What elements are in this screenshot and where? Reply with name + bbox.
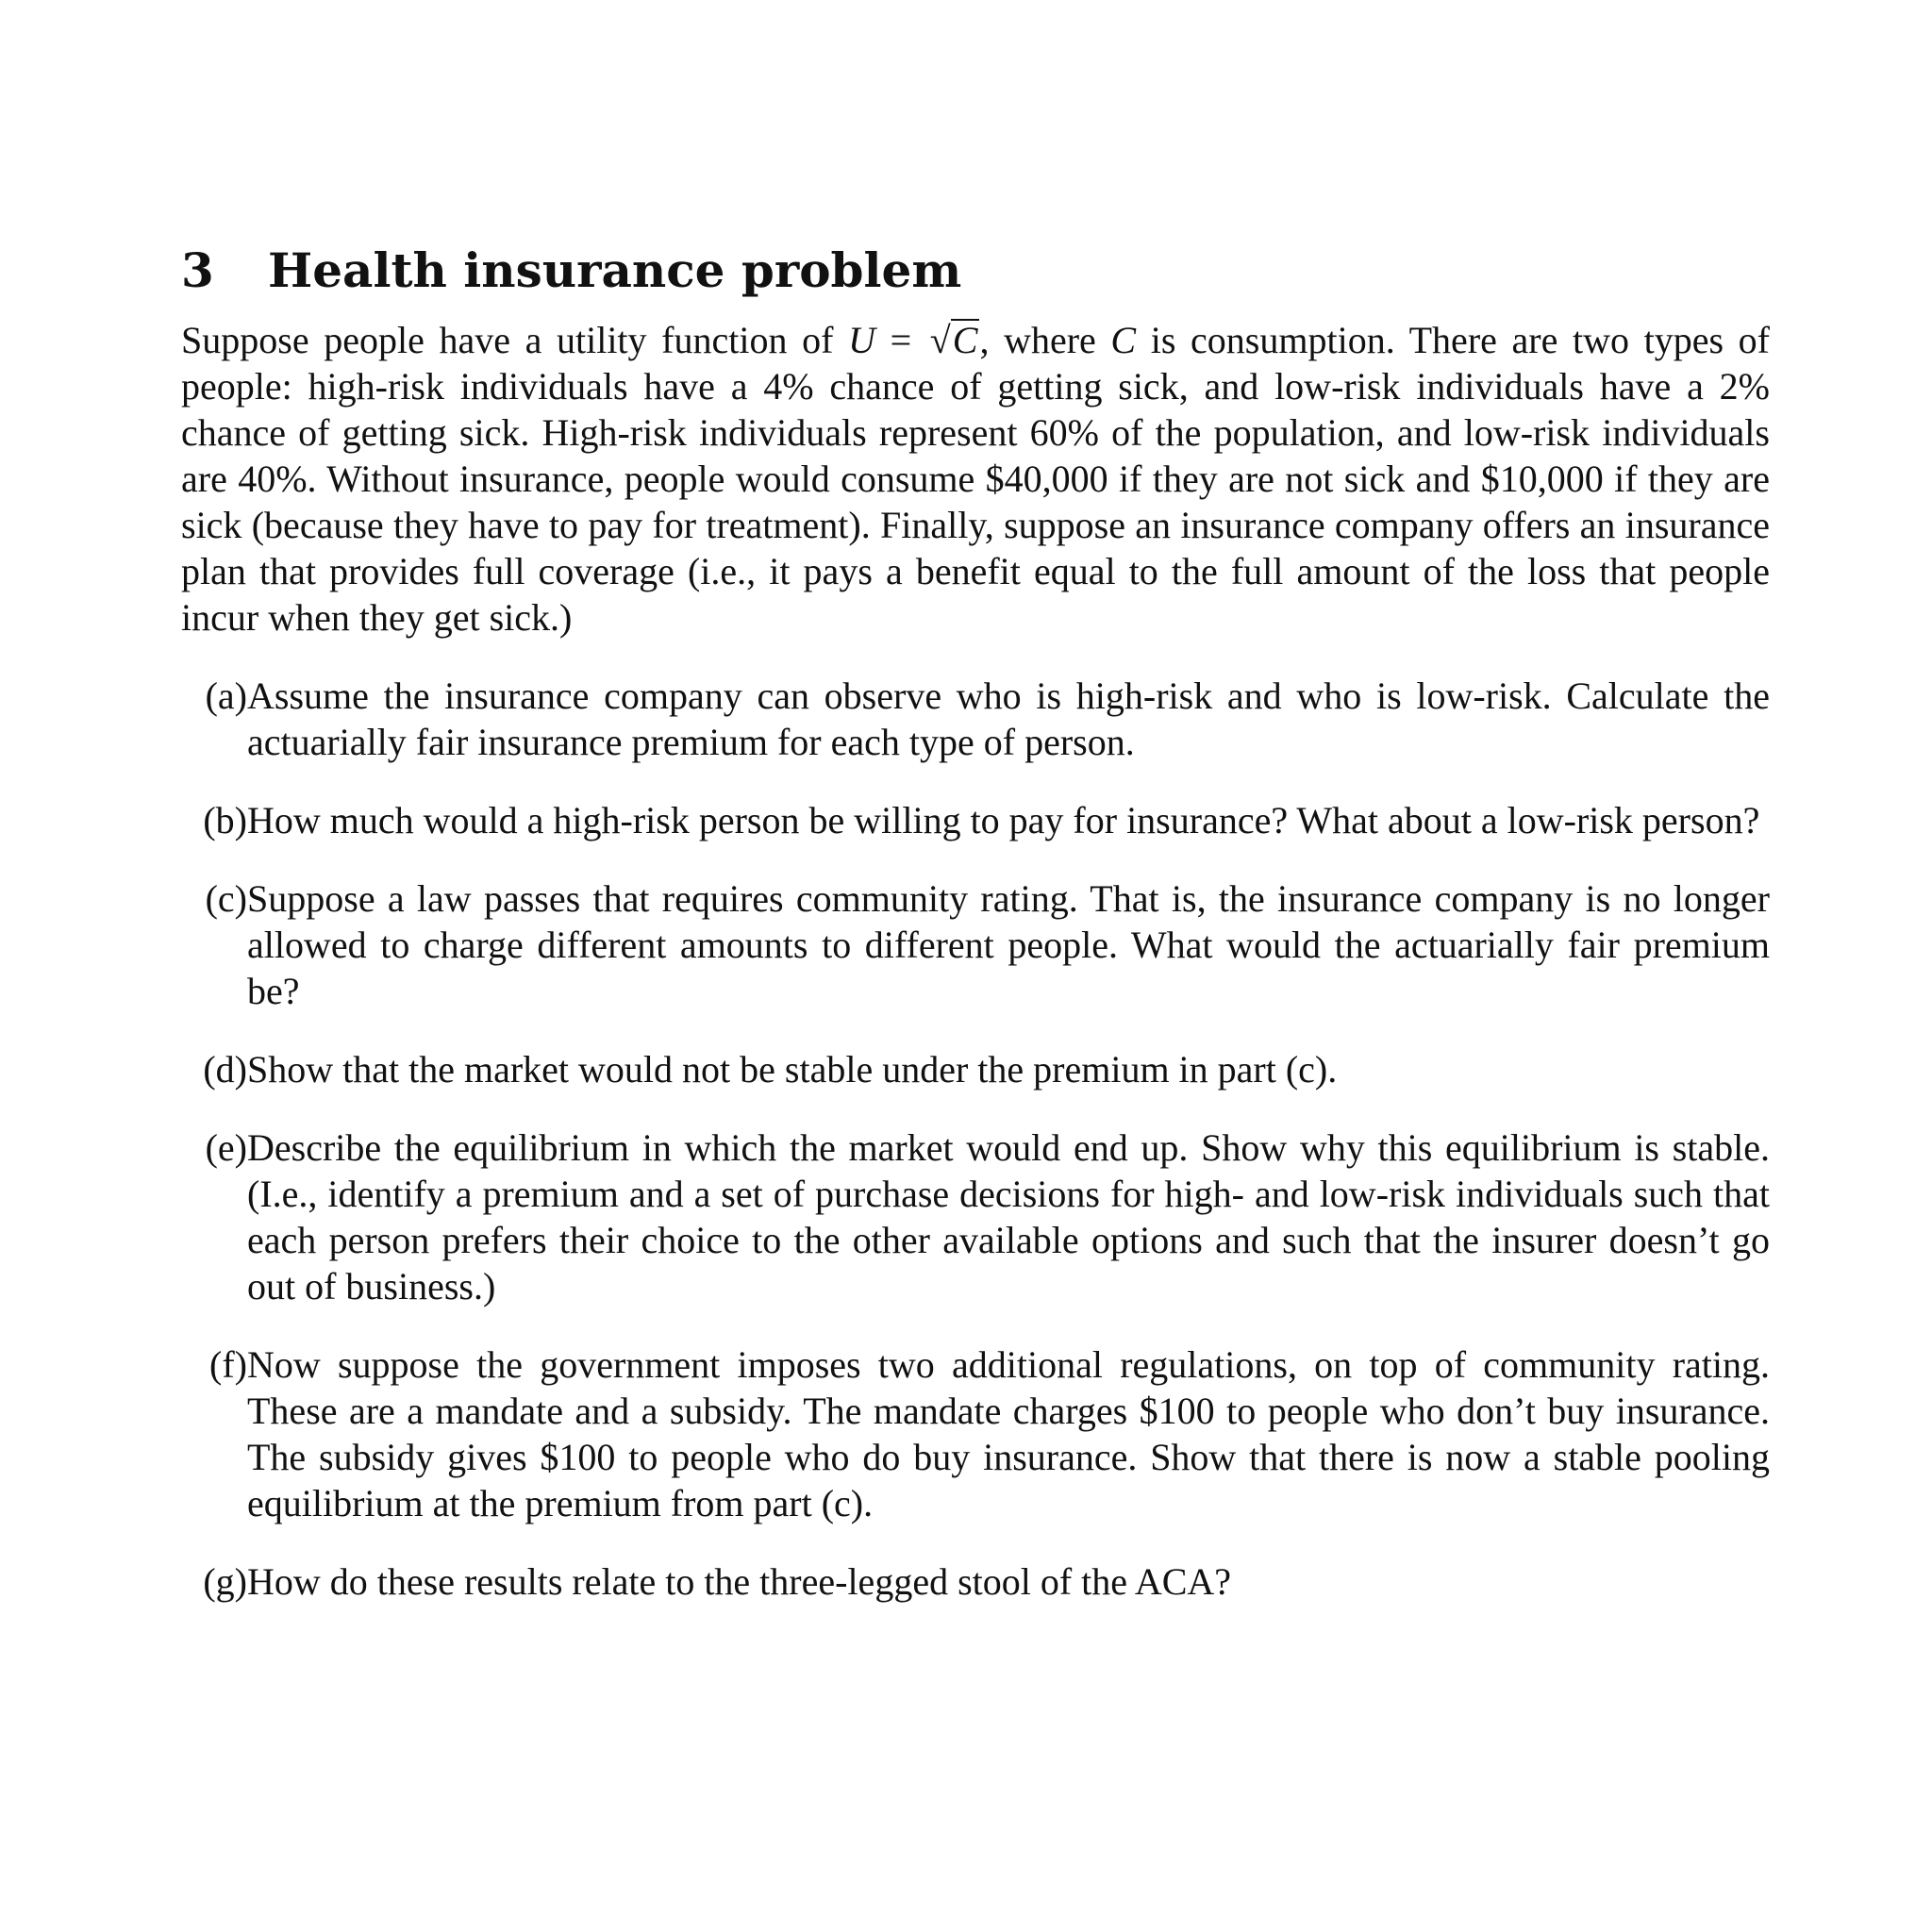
intro-text-before-formula: Suppose people have a utility function of bbox=[181, 319, 849, 361]
question-text: Show that the market would not be stable under the premium in part (c). bbox=[247, 1048, 1338, 1091]
question-item bbox=[181, 797, 1770, 843]
question-label: (c) bbox=[205, 877, 247, 920]
question-item bbox=[181, 1046, 1770, 1092]
question-text: How much would a high-risk person be willing to pay for insurance? What about a low-risk person? bbox=[247, 799, 1760, 841]
question-label: (f) bbox=[209, 1343, 247, 1386]
intro-text-after-formula: , where bbox=[979, 319, 1111, 361]
formula-lhs: U bbox=[848, 319, 875, 361]
intro-paragraph bbox=[181, 317, 1770, 641]
question-item bbox=[181, 1558, 1770, 1605]
question-item bbox=[181, 1124, 1770, 1309]
root-symbol: √ bbox=[929, 319, 951, 361]
formula-radicand: C bbox=[952, 319, 978, 361]
formula-equals: = bbox=[874, 319, 926, 361]
intro-text-rest: is consumption. There are two types of people: high-risk individuals have a 4% chance of getting sick, and low-risk individuals have a 2% chance of getting sick. High-risk individuals represent 60% of the population, and low-risk individuals are 40%. Without insurance, people would consume $40,000 if they are not sick and $10,000 if they are sick (because they have to pay for treatment). Finally, suppose an insurance company offers an insurance plan that provides full coverage (i.e., it pays a benefit equal to the full amount of the loss that people incur when they get sick.) bbox=[181, 319, 1770, 639]
section-number: 3 bbox=[181, 242, 214, 298]
section-heading bbox=[181, 242, 1770, 298]
square-root bbox=[926, 317, 980, 363]
question-item bbox=[181, 875, 1770, 1014]
question-item bbox=[181, 673, 1770, 765]
question-text: Suppose a law passes that requires community rating. That is, the insurance company is no longer allowed to charge different amounts to different people. What would the actuarially fair premium be? bbox=[247, 877, 1770, 1012]
question-label: (b) bbox=[203, 799, 247, 841]
question-text: Describe the equilibrium in which the market would end up. Show why this equilibrium is stable. (I.e., identify a premium and a set of purchase decisions for high- and low-risk individuals such that each person prefers their choice to the other available options and such that the insurer doesn’t go out of business.) bbox=[247, 1126, 1770, 1307]
variable-c: C bbox=[1110, 319, 1137, 361]
question-text: How do these results relate to the three-legged stool of the ACA? bbox=[247, 1560, 1232, 1603]
question-text: Assume the insurance company can observe who is high-risk and who is low-risk. Calculate the actuarially fair insurance premium for each type of person. bbox=[247, 675, 1770, 763]
section-title: Health insurance problem bbox=[268, 242, 962, 298]
question-list bbox=[181, 673, 1770, 1605]
question-label: (d) bbox=[203, 1048, 247, 1091]
question-text: Now suppose the government imposes two additional regulations, on top of community rating. These are a mandate and a subsidy. The mandate charges $100 to people who don’t buy insurance. The subsidy gives $100 to people who do buy insurance. Show that there is now a stable pooling equilibrium at the premium from part (c). bbox=[247, 1343, 1770, 1524]
question-label: (g) bbox=[203, 1560, 247, 1603]
question-label: (e) bbox=[205, 1126, 247, 1169]
question-label: (a) bbox=[205, 675, 247, 717]
question-item bbox=[181, 1341, 1770, 1526]
document-page bbox=[181, 242, 1770, 1637]
